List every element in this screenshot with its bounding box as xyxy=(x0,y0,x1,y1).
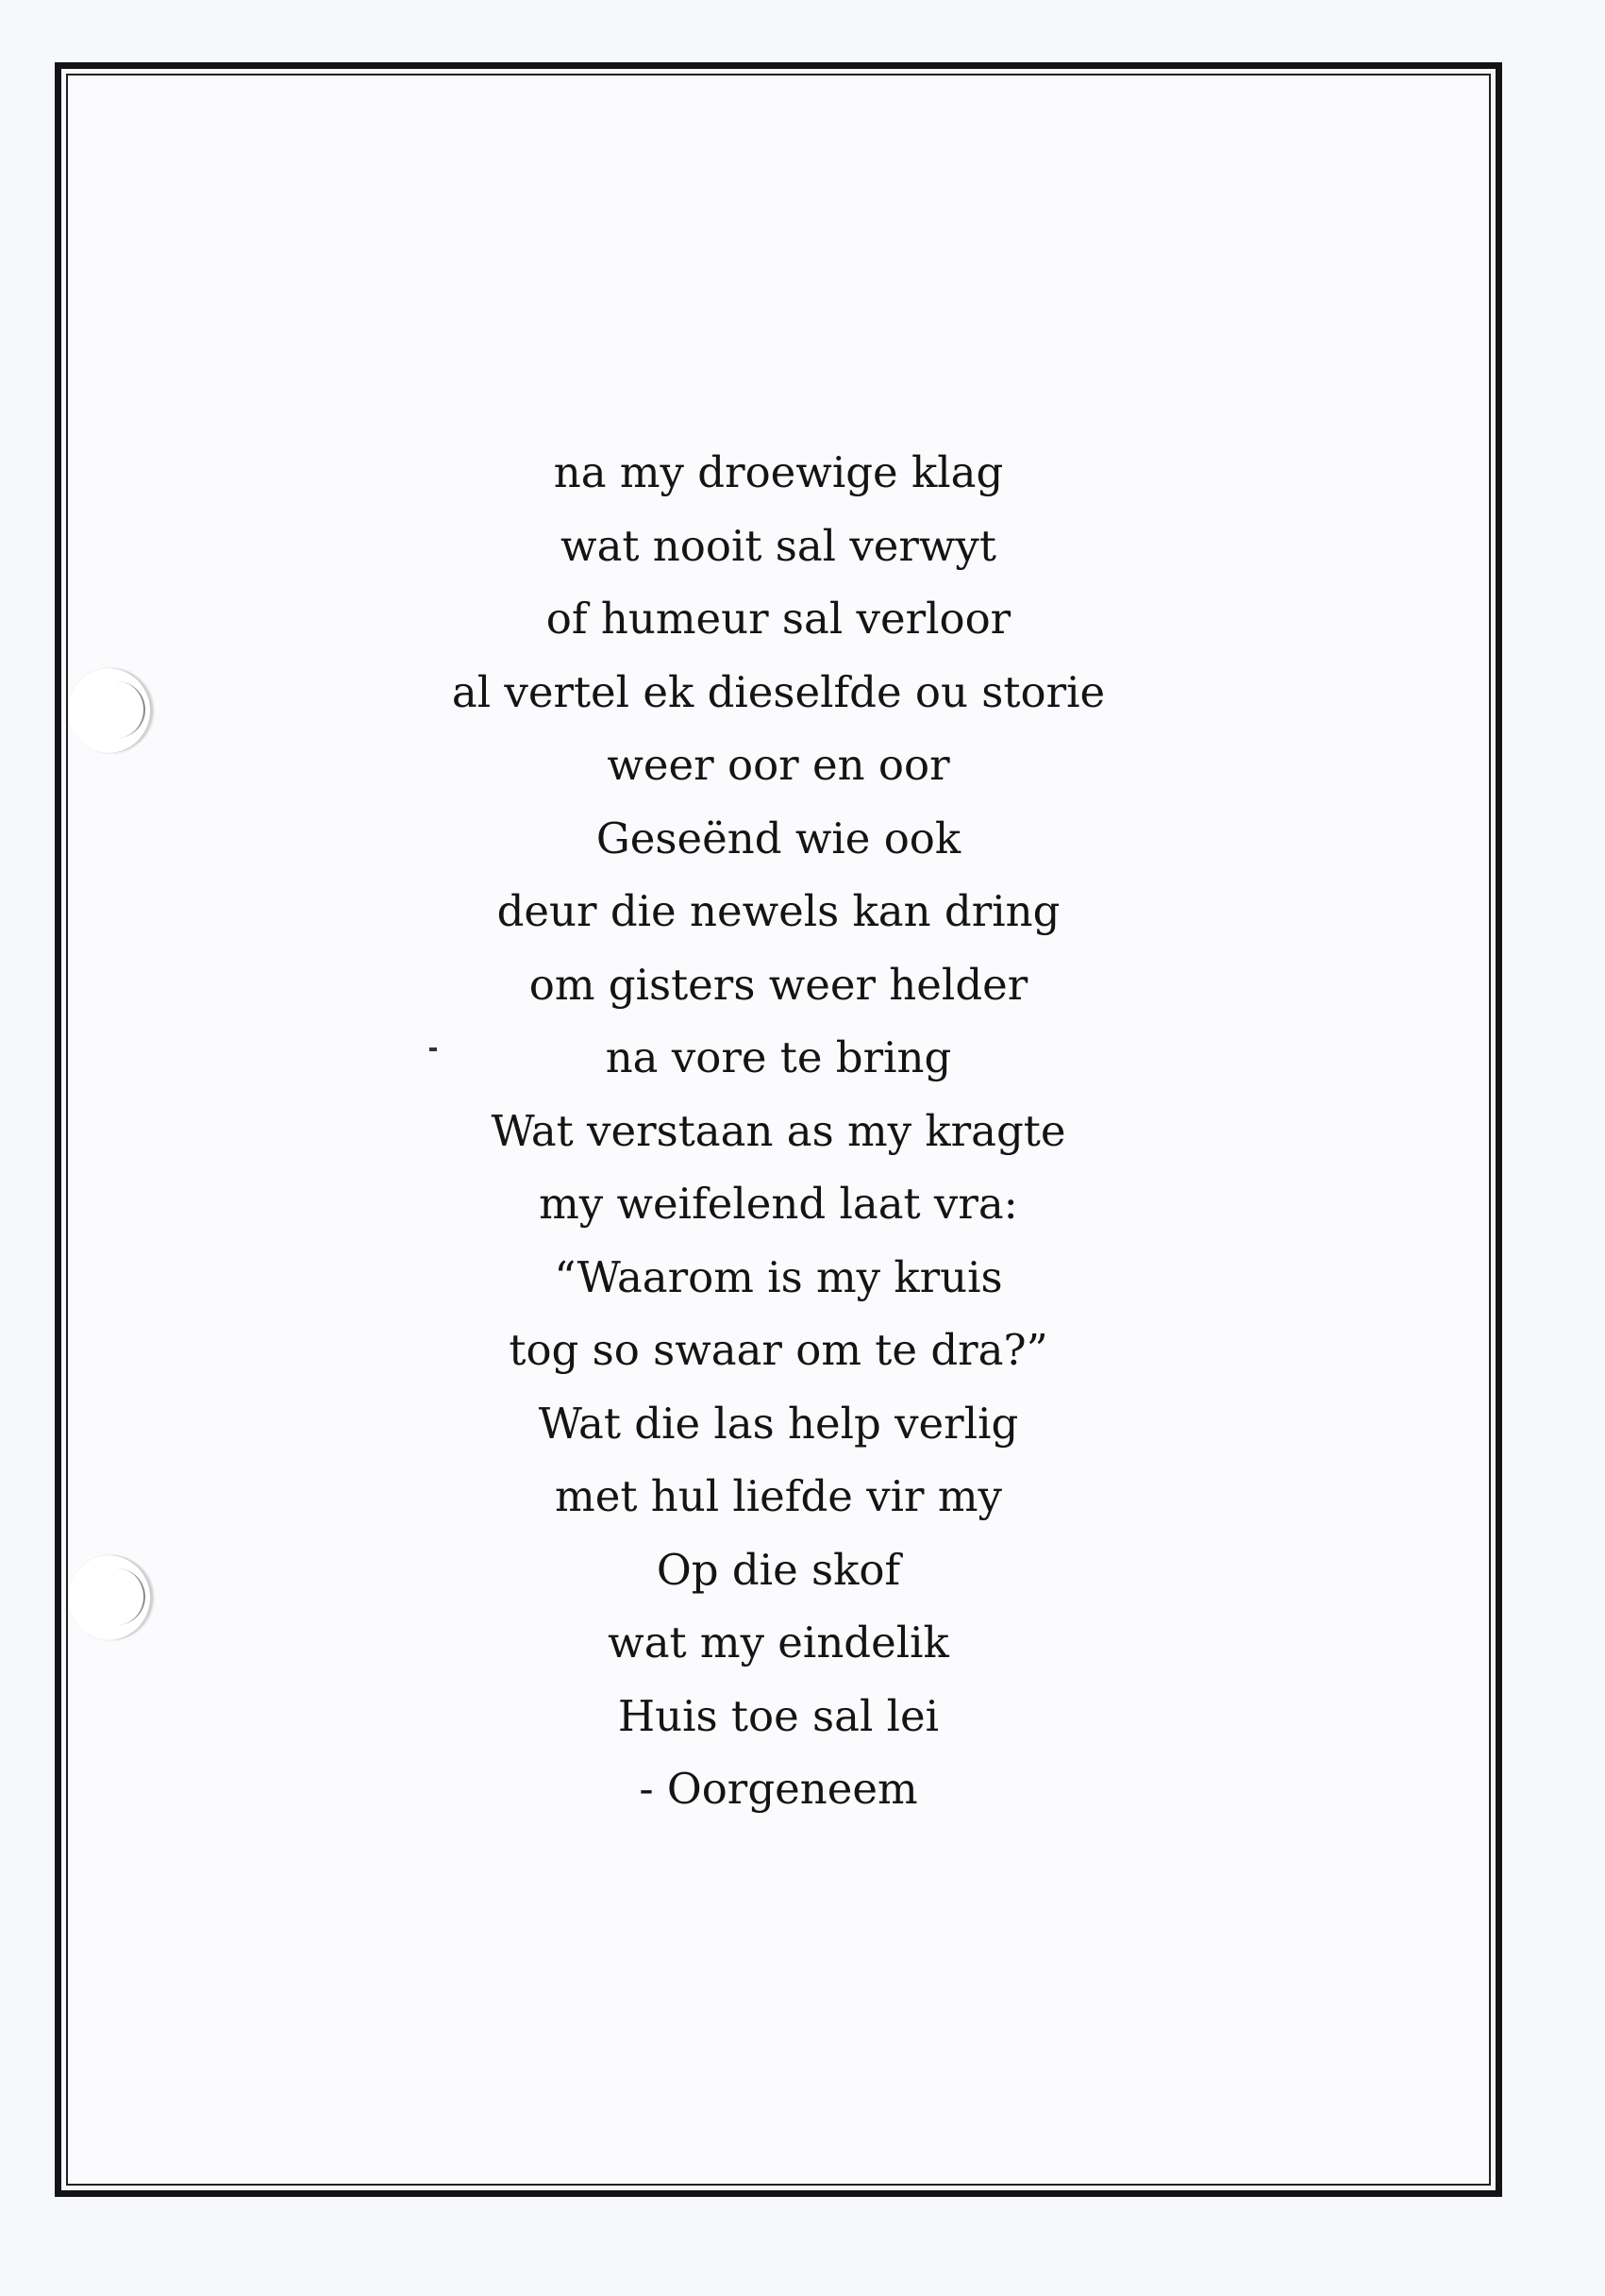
poem-line: wat my eindelik xyxy=(608,1617,949,1668)
poem-line: om gisters weer helder xyxy=(528,959,1028,1010)
poem-line: Geseënd wie ook xyxy=(595,813,961,863)
poem-line: of humeur sal verloor xyxy=(545,594,1011,644)
poem-line: Wat verstaan as my kragte xyxy=(491,1105,1066,1156)
poem-line: Wat die las help verlig xyxy=(538,1398,1019,1449)
poem-line: na vore te bring xyxy=(605,1032,952,1082)
poem-attribution: - Oorgeneem xyxy=(639,1764,918,1814)
poem-line: tog so swaar om te dra?” xyxy=(509,1325,1048,1375)
poem-line: wat nooit sal verwyt xyxy=(560,520,996,571)
poem xyxy=(66,436,1491,1826)
poem-line: deur die newels kan dring xyxy=(496,886,1061,936)
poem-line: na my droewige klag xyxy=(553,447,1004,497)
poem-line: “Waarom is my kruis xyxy=(554,1251,1003,1302)
poem-line: al vertel ek dieselfde ou storie xyxy=(451,666,1106,717)
poem-line: Op die skof xyxy=(656,1544,901,1595)
poem-line: Huis toe sal lei xyxy=(617,1690,940,1741)
poem-line: weer oor en oor xyxy=(607,740,950,790)
poem-line: my weifelend laat vra: xyxy=(539,1179,1018,1229)
poem-line: met hul liefde vir my xyxy=(555,1471,1002,1521)
